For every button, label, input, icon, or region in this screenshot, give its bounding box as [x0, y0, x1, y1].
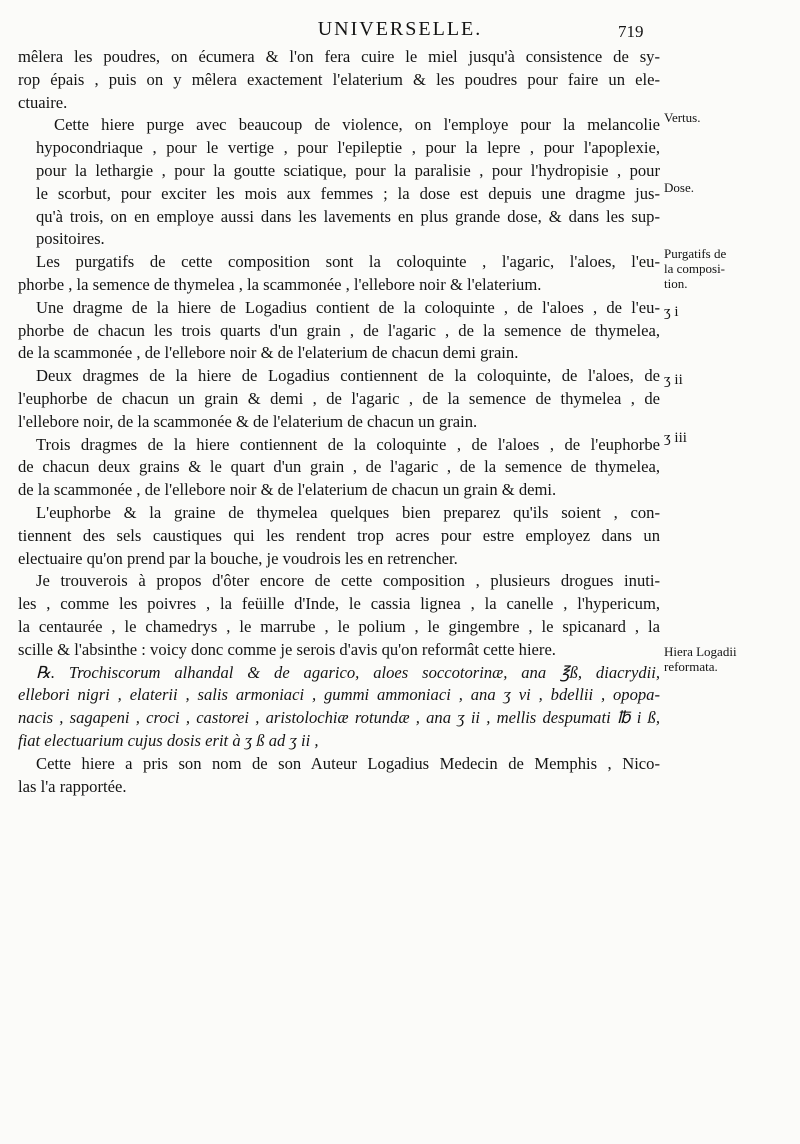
text-line: positoires.	[36, 229, 105, 249]
margin-dose-two: ʒ ii	[664, 372, 683, 388]
text-line: nacis , sagapeni , croci , castorei , aristolochiæ rotundæ , ana ʒ ii , mellis despumati ℔ i ß,	[18, 708, 660, 728]
text-line: qu'à trois, on en employe aussi dans les lavements en plus grande dose, & dans les sup-	[36, 206, 660, 226]
text-line: de la scammonée , de l'ellebore noir & de l'elaterium de chacun un grain & demi.	[18, 480, 557, 500]
margin-note-purgatifs	[664, 246, 796, 291]
text-line: de chacun deux grains & le quart d'un grain , de l'agaric , de la semence de thymelea,	[18, 457, 660, 477]
paragraph	[18, 365, 660, 433]
text-line: rop épais , puis on y mêlera exactement l'elaterium & les poudres pour faire un ele-	[18, 69, 660, 89]
text-line: ctuaire.	[18, 92, 68, 112]
text-line: la centaurée , le chamedrys , le marrube , le polium , le gingembre , le spicanard , la	[18, 616, 660, 636]
text-line: pour la lethargie , pour la goutte sciatique, pour la paralisie , pour l'hydropisie , pour	[36, 160, 660, 180]
note-line: Purgatifs de	[664, 246, 727, 261]
note-line: Vertus.	[664, 110, 701, 125]
text-line: Cette hiere purge avec beaucoup de violence, on l'employe pour la melancolie	[54, 115, 660, 135]
paragraph	[18, 570, 660, 661]
text-line: Les purgatifs de cette composition sont la coloquinte , l'agaric, l'aloes, l'eu-	[36, 252, 660, 272]
text-line: l'euphorbe de chacun un grain & demi , de l'agaric , de la semence de thymelea , de	[18, 388, 660, 408]
text-line: Cette hiere a pris son nom de son Auteur Logadius Medecin de Memphis , Nico-	[36, 753, 660, 773]
text-line: scille & l'absinthe : voicy donc comme je serois d'avis qu'on reformât cette hiere.	[18, 639, 556, 659]
text-line: ellebori nigri , elaterii , salis armoniaci , gummi ammoniaci , ana ʒ vi , bdellii , opopa-	[18, 685, 660, 705]
recipe-paragraph	[18, 662, 660, 753]
paragraph	[18, 502, 660, 570]
text-line: Deux dragmes de la hiere de Logadius contiennent de la coloquinte, de l'aloes, de	[36, 366, 660, 386]
text-line: phorbe de chacun les trois quarts d'un grain , de l'agaric , de la semence de thymelea,	[18, 320, 660, 340]
margin-note-hiera	[664, 644, 796, 674]
text-line: les , comme les poivres , la feüille d'Inde, le cassia lignea , la canelle , l'hypericum,	[18, 594, 660, 614]
text-line: L'euphorbe & la graine de thymelea quelques bien preparez qu'ils soient , con-	[36, 502, 660, 522]
text-line: le scorbut, pour exciter les mois aux femmes ; la dose est depuis une dragme jus-	[36, 183, 660, 203]
text-line: mêlera les poudres, on écumera & l'on fera cuire le miel jusqu'à consistence de sy-	[18, 47, 660, 66]
text-line: ℞. Trochiscorum alhandal & de agarico, aloes soccotorinæ, ana ℥ß, diacrydii,	[36, 662, 660, 682]
text-line: hypocondriaque , pour le vertige , pour l'epileptie , pour la lepre , pour l'apoplexie,	[36, 138, 660, 158]
text-line: Trois dragmes de la hiere contiennent de la coloquinte , de l'aloes , de l'euphorbe	[36, 434, 660, 454]
body-text	[18, 46, 660, 798]
text-line: phorbe , la semence de thymelea , la scammonée , l'ellebore noir & l'elaterium.	[18, 274, 542, 294]
paragraph	[18, 46, 660, 114]
paragraph	[18, 753, 660, 799]
margin-dose-one: ʒ i	[664, 304, 679, 320]
margin-note-dose	[664, 180, 796, 195]
note-line: Hiera Logadii	[664, 644, 737, 659]
text-line: electuaire qu'on prend par la bouche, je voudrois les en retrencher.	[18, 548, 458, 568]
note-line: reformata.	[664, 659, 718, 674]
paragraph	[18, 297, 660, 365]
note-line: tion.	[664, 276, 688, 291]
page-number: 719	[618, 22, 644, 41]
text-line: l'ellebore noir, de la scammonée & de l'elaterium de chacun un grain.	[18, 411, 478, 431]
text-line: Une dragme de la hiere de Logadius contient de la coloquinte , de l'aloes , de l'eu-	[36, 297, 660, 317]
note-line: Dose.	[664, 180, 694, 195]
running-head: UNIVERSELLE.	[317, 18, 483, 40]
text-line: tiennent des sels caustiques qui les rendent trop acres pour estre employez dans un	[18, 525, 660, 545]
text-line: las l'a rapportée.	[18, 776, 127, 796]
paragraph	[18, 251, 660, 297]
text-line: de la scammonée , de l'ellebore noir & de l'elaterium de chacun demi grain.	[18, 343, 519, 363]
text-line: fiat electuarium cujus dosis erit à ʒ ß ad ʒ ii ,	[18, 730, 319, 750]
note-line: la composi-	[664, 261, 726, 276]
margin-note-vertus	[664, 110, 796, 125]
margin-dose-three: ʒ iii	[664, 430, 687, 446]
paragraph	[18, 114, 660, 251]
text-line: Je trouverois à propos d'ôter encore de cette composition , plusieurs drogues inuti-	[36, 571, 660, 591]
paragraph	[18, 434, 660, 502]
